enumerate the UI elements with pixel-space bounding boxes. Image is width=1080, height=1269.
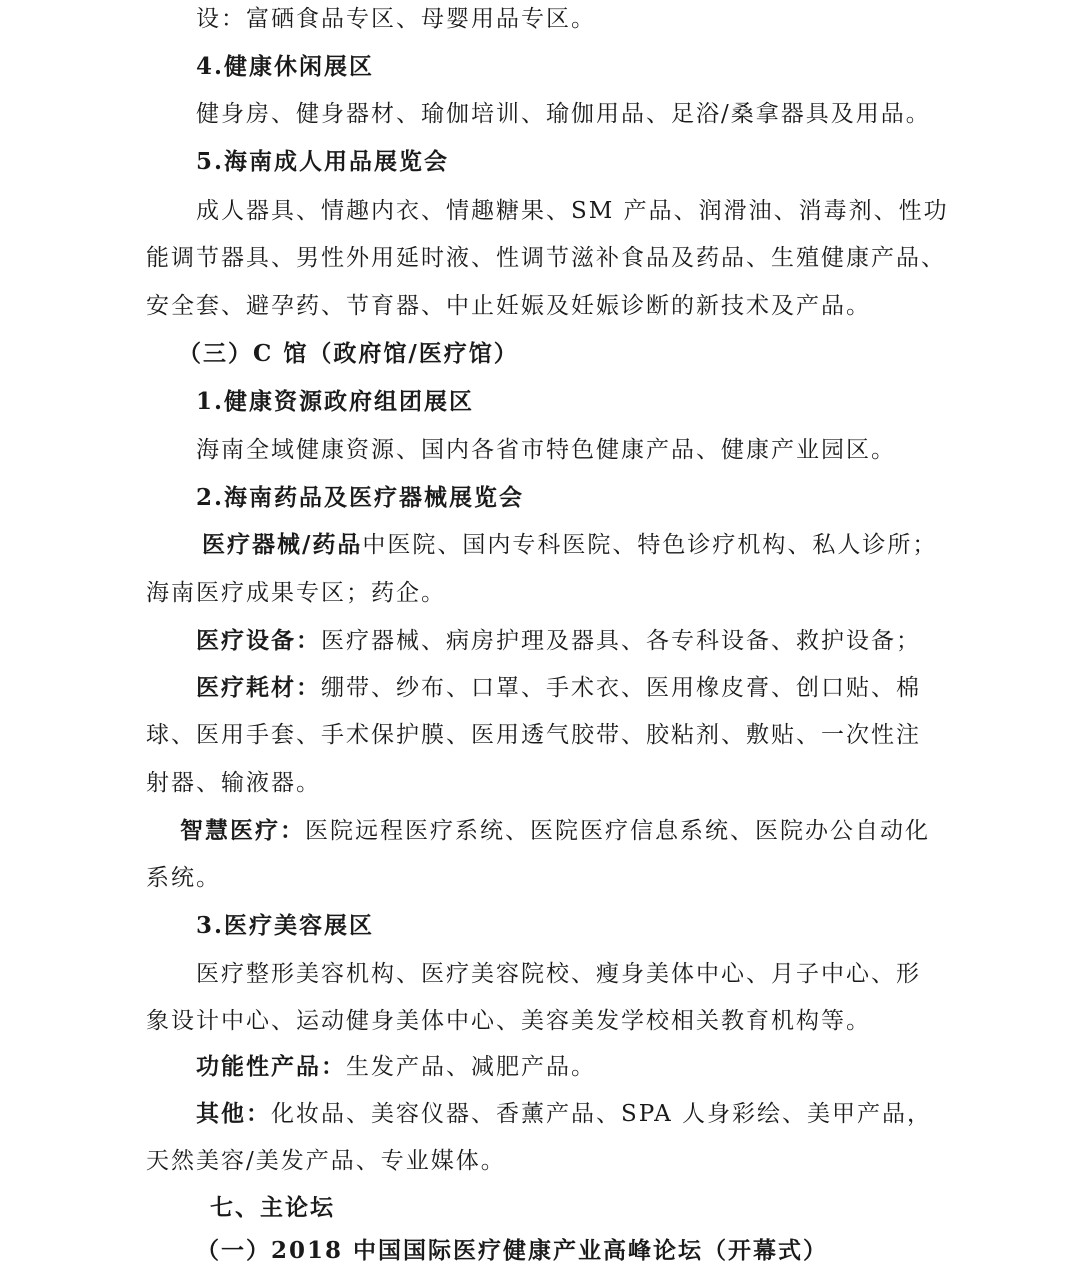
body-line: 医疗整形美容机构、医疗美容院校、瘦身美体中心、月子中心、形 (196, 961, 921, 987)
item-text: 绷带、纱布、口罩、手术衣、医用橡皮膏、创口贴、棉 (321, 675, 921, 701)
body-line: 海南医疗成果专区；药企。 (146, 580, 446, 606)
body-line: 成人器具、情趣内衣、情趣糖果、SM 产品、润滑油、消毒剂、性功 (196, 198, 949, 224)
section-heading: 4.健康休闲展区 (196, 53, 375, 80)
body-line: 射器、输液器。 (146, 770, 321, 796)
body-line (196, 673, 921, 703)
item-text: 中医院、国内专科医院、特色诊疗机构、私人诊所； (362, 532, 938, 558)
item-text: 生发产品、减肥产品。 (346, 1054, 596, 1080)
item-label: 其他： (196, 1100, 271, 1127)
item-label: 功能性产品： (196, 1053, 346, 1080)
body-line: 安全套、避孕药、节育器、中止妊娠及妊娠诊断的新技术及产品。 (146, 293, 871, 319)
body-line: 能调节器具、男性外用延时液、性调节滋补食品及药品、生殖健康产品、 (146, 245, 946, 271)
body-line: 象设计中心、运动健身美体中心、美容美发学校相关教育机构等。 (146, 1008, 871, 1034)
item-text: 医院远程医疗系统、医院医疗信息系统、医院办公自动化 (305, 818, 930, 844)
body-line: 系统。 (146, 865, 221, 891)
section-heading: 1.健康资源政府组团展区 (196, 388, 475, 415)
body-line (196, 1052, 596, 1082)
body-line (196, 626, 921, 656)
body-line (202, 530, 937, 560)
body-line (196, 1099, 932, 1129)
item-text: 医疗器械、病房护理及器具、各专科设备、救护设备； (321, 628, 921, 654)
section-heading: （三）C 馆（政府馆/医疗馆） (178, 340, 519, 367)
body-line: 设：富硒食品专区、母婴用品专区。 (196, 6, 596, 32)
body-line: 健身房、健身器材、瑜伽培训、瑜伽用品、足浴/桑拿器具及用品。 (196, 101, 931, 127)
body-line (180, 816, 930, 846)
section-heading: 2.海南药品及医疗器械展览会 (196, 484, 525, 511)
body-line: 球、医用手套、手术保护膜、医用透气胶带、胶粘剂、敷贴、一次性注 (146, 722, 921, 748)
body-line: 天然美容/美发产品、专业媒体。 (146, 1148, 506, 1174)
item-label: 医疗耗材： (196, 674, 321, 701)
section-heading: 3.医疗美容展区 (196, 912, 375, 939)
item-label: 医疗设备： (196, 627, 321, 654)
item-label: 智慧医疗： (180, 817, 305, 844)
item-label: 医疗器械/药品 (202, 531, 363, 558)
item-text: 化妆品、美容仪器、香薰产品、SPA 人身彩绘、美甲产品， (271, 1101, 933, 1127)
body-line: 海南全域健康资源、国内各省市特色健康产品、健康产业园区。 (196, 437, 896, 463)
section-heading: （一）2018 中国国际医疗健康产业高峰论坛（开幕式） (196, 1237, 829, 1264)
section-heading: 5.海南成人用品展览会 (196, 148, 450, 175)
chapter-heading: 七、主论坛 (210, 1194, 335, 1221)
